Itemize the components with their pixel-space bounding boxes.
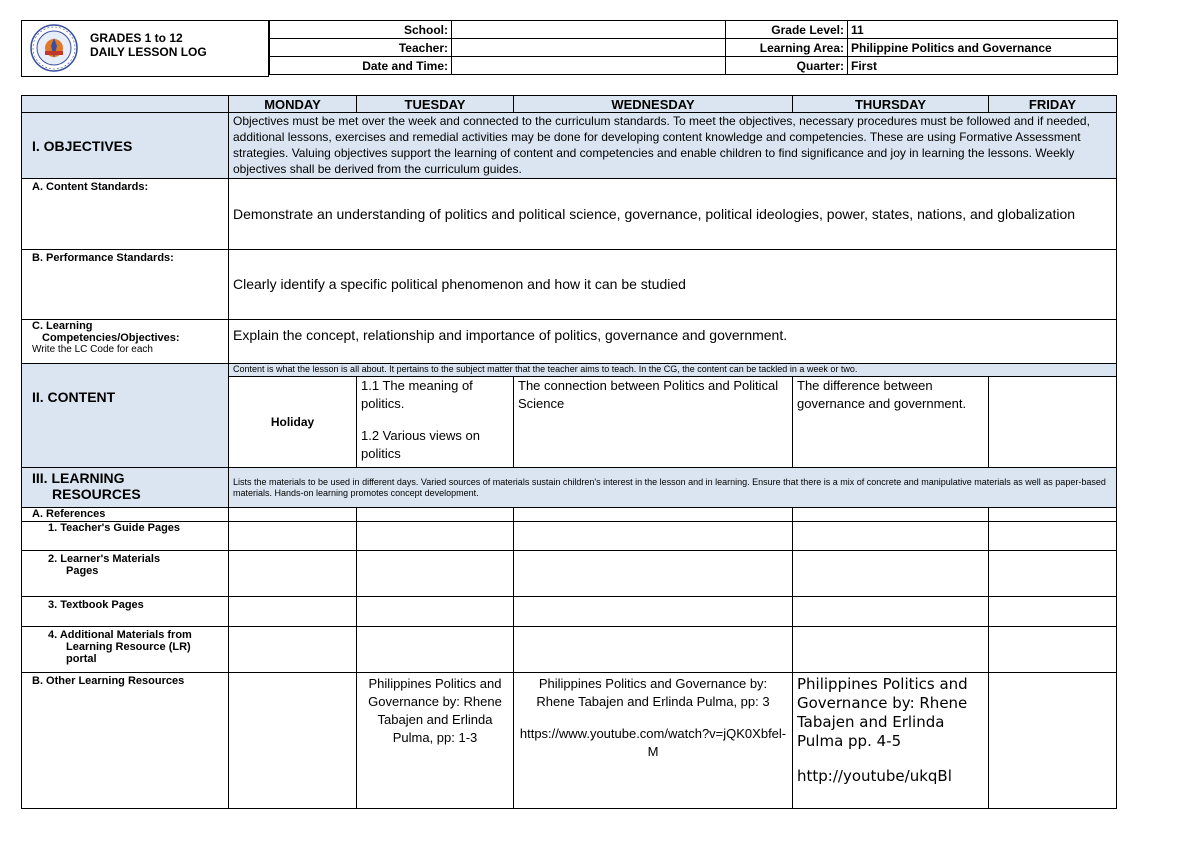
- references-row: [22, 508, 1117, 522]
- ref-thursday: [793, 508, 989, 522]
- references-label: A. References: [22, 508, 229, 522]
- day-thursday: THURSDAY: [793, 96, 989, 113]
- objectives-row: [22, 113, 1117, 179]
- ref-tuesday: [357, 508, 514, 522]
- header-info-table: [269, 20, 1118, 75]
- competencies-text: Explain the concept, relationship and importance of politics, governance and government.: [229, 320, 1117, 364]
- grade-level-label: Grade Level:: [726, 21, 848, 39]
- textbook-pages-label: 3. Textbook Pages: [22, 597, 229, 627]
- other-friday: [989, 673, 1117, 809]
- objectives-heading: I. OBJECTIVES: [22, 113, 229, 179]
- content-standards-row: [22, 179, 1117, 250]
- school-label: School:: [270, 21, 452, 39]
- objectives-description: Objectives must be met over the week and connected to the curriculum standards. To meet the objectives, necessary procedures must be followed and if needed, additional lessons, exercises and remedial activities may be done for developing content knowledge and competencies. These are using Formative Assessment strategies. Valuing objectives support the learning of content and competencies and enable children to find significance and joy in learning the lessons. Weekly objectives shall be derived from the curriculum guides.: [229, 113, 1117, 179]
- performance-standards-text: Clearly identify a specific political phenomenon and how it can be studied: [229, 250, 1117, 320]
- date-time-field[interactable]: [452, 57, 726, 75]
- learning-area-label: Learning Area:: [726, 39, 848, 57]
- teacher-label: Teacher:: [270, 39, 452, 57]
- teachers-guide-row: [22, 522, 1117, 551]
- school-field[interactable]: [452, 21, 726, 39]
- resources-note: Lists the materials to be used in different days. Varied sources of materials sustain children's interest in the lesson and in learning. Ensure that there is a mix of concrete and manipulative materials as well as paper-based materials. Hands-on learning promotes concept development.: [229, 468, 1117, 508]
- content-standards-label: A. Content Standards:: [22, 179, 229, 250]
- other-wednesday: Philippines Politics and Governance by: Rhene Tabajen and Erlinda Pulma, pp: 3 https://www.youtube.com/watch?v=jQK0Xbfel-M: [514, 673, 793, 809]
- competencies-row: [22, 320, 1117, 364]
- competencies-note: Write the LC Code for each: [32, 344, 153, 355]
- other-resources-row: [22, 673, 1117, 809]
- ref-monday: [229, 508, 357, 522]
- content-monday: Holiday: [229, 377, 357, 468]
- day-header-row: [22, 96, 1117, 113]
- day-wednesday: WEDNESDAY: [514, 96, 793, 113]
- content-standards-text: Demonstrate an understanding of politics and political science, governance, political ideologies, power, states, nations, and globalization: [229, 179, 1117, 250]
- teachers-guide-label: 1. Teacher's Guide Pages: [22, 522, 229, 551]
- quarter-label: Quarter:: [726, 57, 848, 75]
- content-wednesday: The connection between Politics and Political Science: [514, 377, 793, 468]
- ref-wednesday: [514, 508, 793, 522]
- header-title-box: [21, 20, 269, 77]
- additional-materials-label: 4. Additional Materials from Learning Resource (LR) portal: [22, 627, 229, 673]
- lesson-log-table: [21, 95, 1117, 809]
- content-note: Content is what the lesson is all about. It pertains to the subject matter that the teacher aims to teach. In the CG, the content can be tackled in a week or two.: [229, 364, 1117, 377]
- resources-heading: III. LEARNING RESOURCES: [22, 468, 229, 508]
- learners-materials-label: 2. Learner's Materials Pages: [22, 551, 229, 597]
- performance-standards-label: B. Performance Standards:: [22, 250, 229, 320]
- competencies-label: C. Learning Competencies/Objectives: Write the LC Code for each: [22, 320, 229, 364]
- textbook-pages-row: [22, 597, 1117, 627]
- teacher-field[interactable]: [452, 39, 726, 57]
- other-resources-label: B. Other Learning Resources: [22, 673, 229, 809]
- resources-row: [22, 468, 1117, 508]
- content-thursday: The difference between governance and government.: [793, 377, 989, 468]
- learners-materials-row: [22, 551, 1117, 597]
- content-tuesday: 1.1 The meaning of politics. 1.2 Various views on politics: [357, 377, 514, 468]
- additional-materials-row: [22, 627, 1117, 673]
- youtube-link-wednesday[interactable]: https://www.youtube.com/watch?v=jQK0Xbfel-M: [519, 726, 787, 759]
- day-tuesday: TUESDAY: [357, 96, 514, 113]
- day-monday: MONDAY: [229, 96, 357, 113]
- other-thursday: Philippines Politics and Governance by: Rhene Tabajen and Erlinda Pulma pp. 4-5 http://youtube/ukqBl: [793, 673, 989, 809]
- quarter-field[interactable]: First: [848, 57, 1118, 75]
- date-time-label: Date and Time:: [270, 57, 452, 75]
- content-note-row: [22, 364, 1117, 377]
- other-tuesday: Philippines Politics and Governance by: Rhene Tabajen and Erlinda Pulma, pp: 1-3: [357, 673, 514, 809]
- content-heading: II. CONTENT: [22, 364, 229, 468]
- ref-friday: [989, 508, 1117, 522]
- corner-cell: [22, 96, 229, 113]
- grade-level-field[interactable]: 11: [848, 21, 1118, 39]
- other-monday: [229, 673, 357, 809]
- content-friday: [989, 377, 1117, 468]
- youtube-link-thursday[interactable]: http://youtube/ukqBl: [797, 767, 952, 785]
- day-friday: FRIDAY: [989, 96, 1117, 113]
- performance-standards-row: [22, 250, 1117, 320]
- deped-seal-icon: [30, 24, 78, 72]
- document-title: GRADES 1 to 12 DAILY LESSON LOG: [90, 31, 207, 59]
- learning-area-field[interactable]: Philippine Politics and Governance: [848, 39, 1118, 57]
